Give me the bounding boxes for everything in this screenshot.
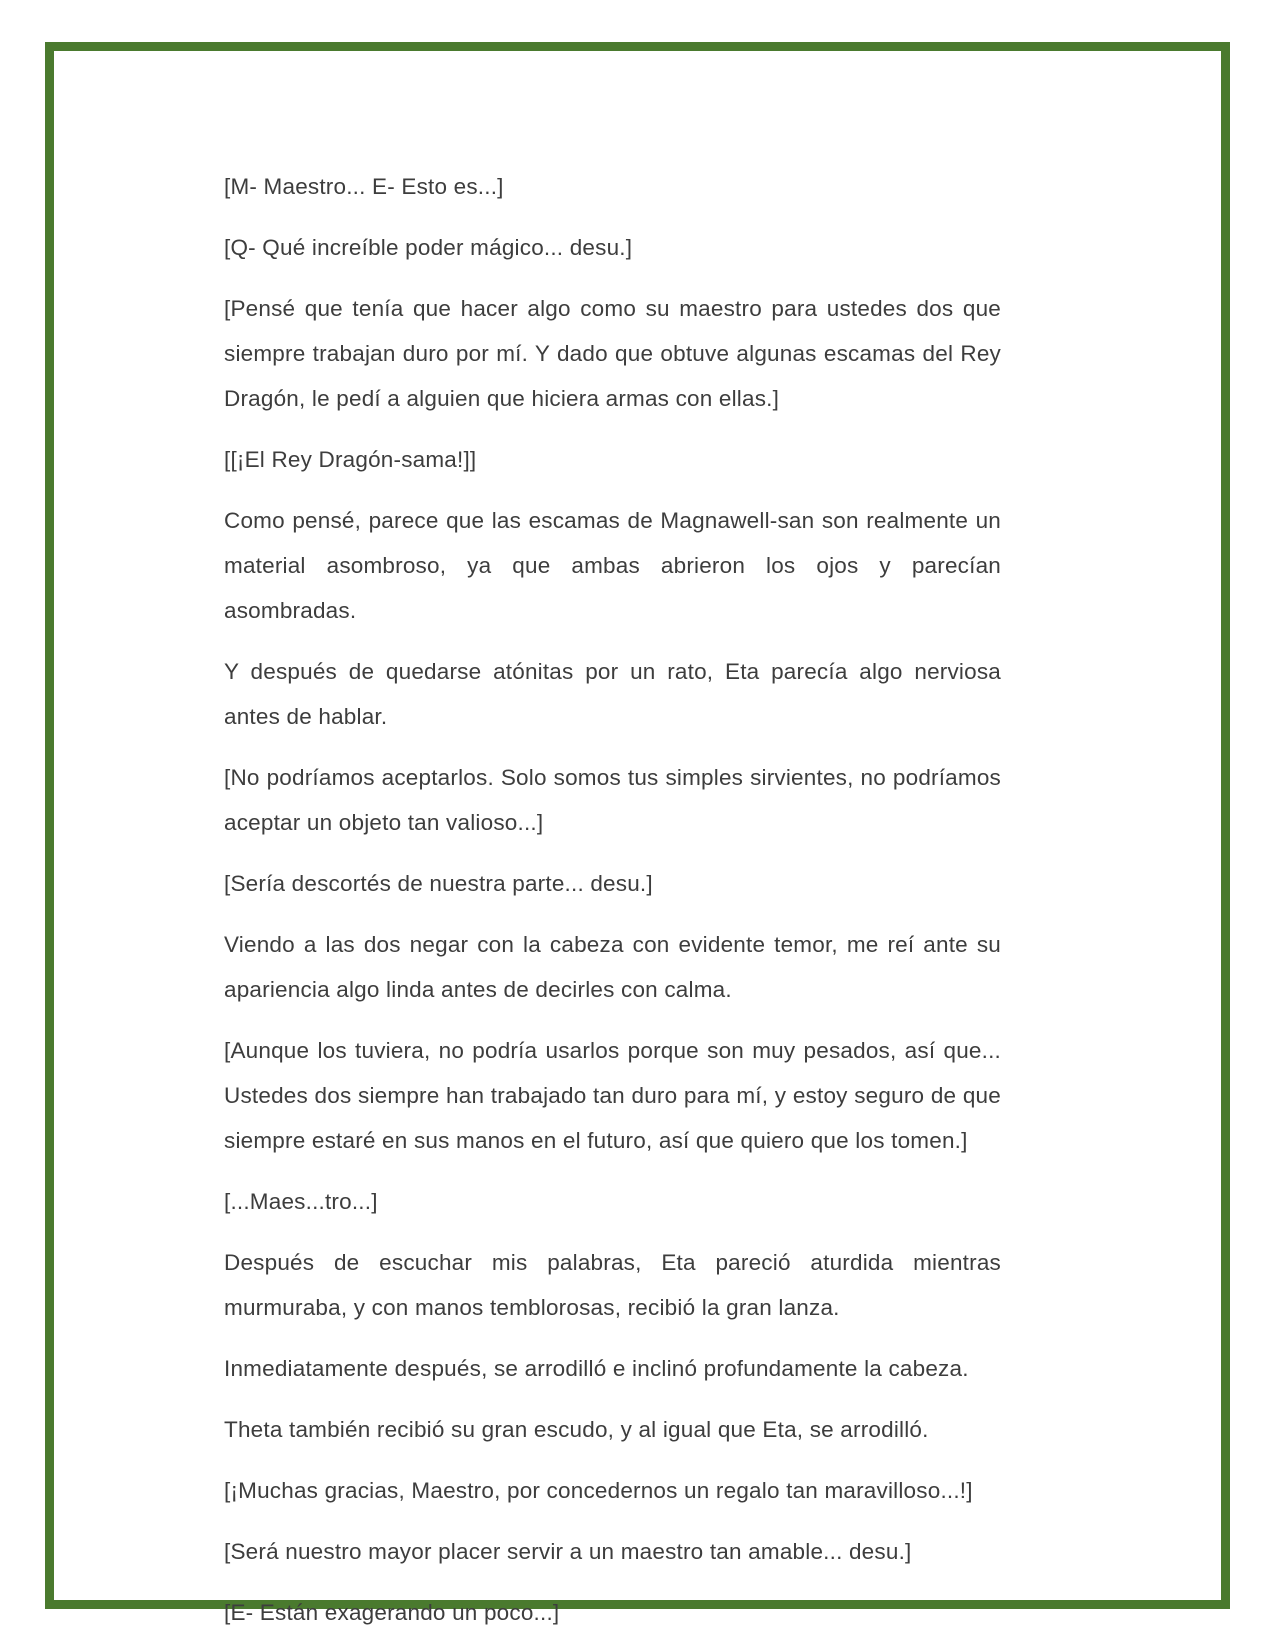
paragraph: Después de escuchar mis palabras, Eta pareció aturdida mientras murmuraba, y con manos temblorosas, recibió la gran lanza. <box>224 1250 1001 1320</box>
paragraph: [[¡El Rey Dragón-sama!]] <box>224 447 477 472</box>
paragraph: Y después de quedarse atónitas por un rato, Eta parecía algo nerviosa antes de hablar. <box>224 659 1001 729</box>
paragraph: [Sería descortés de nuestra parte... desu.] <box>224 871 653 896</box>
paragraph: [E- Están exagerando un poco...] <box>224 1600 560 1625</box>
paragraph: Viendo a las dos negar con la cabeza con evidente temor, me reí ante su apariencia algo linda antes de decirles con calma. <box>224 932 1001 1002</box>
paragraph: [Q- Qué increíble poder mágico... desu.] <box>224 235 633 260</box>
paragraph: [Pensé que tenía que hacer algo como su maestro para ustedes dos que siempre trabajan duro por mí. Y dado que obtuve algunas escamas del Rey Dragón, le pedí a alguien que hiciera armas con ellas.] <box>224 296 1001 411</box>
paragraph: Theta también recibió su gran escudo, y al igual que Eta, se arrodilló. <box>224 1417 929 1442</box>
page-border-frame <box>45 42 1230 1625</box>
paragraph: Inmediatamente después, se arrodilló e inclinó profundamente la cabeza. <box>224 1356 969 1381</box>
paragraph: [M- Maestro... E- Esto es...] <box>224 174 504 199</box>
page-content <box>108 102 1167 1625</box>
paragraph: [No podríamos aceptarlos. Solo somos tus simples sirvientes, no podríamos aceptar un objeto tan valioso...] <box>224 765 1001 835</box>
paragraph: [...Maes...tro...] <box>224 1189 378 1214</box>
paragraph: Como pensé, parece que las escamas de Magnawell-san son realmente un material asombroso, ya que ambas abrieron los ojos y parecían asombradas. <box>224 508 1001 623</box>
paragraph: [Aunque los tuviera, no podría usarlos porque son muy pesados, así que... Ustedes dos siempre han trabajado tan duro para mí, y estoy seguro de que siempre estaré en sus manos en el futuro, así que quiero que los tomen.] <box>224 1038 1001 1153</box>
paragraph: [¡Muchas gracias, Maestro, por concedernos un regalo tan maravilloso...!] <box>224 1478 973 1503</box>
paragraph: [Será nuestro mayor placer servir a un maestro tan amable... desu.] <box>224 1539 912 1564</box>
